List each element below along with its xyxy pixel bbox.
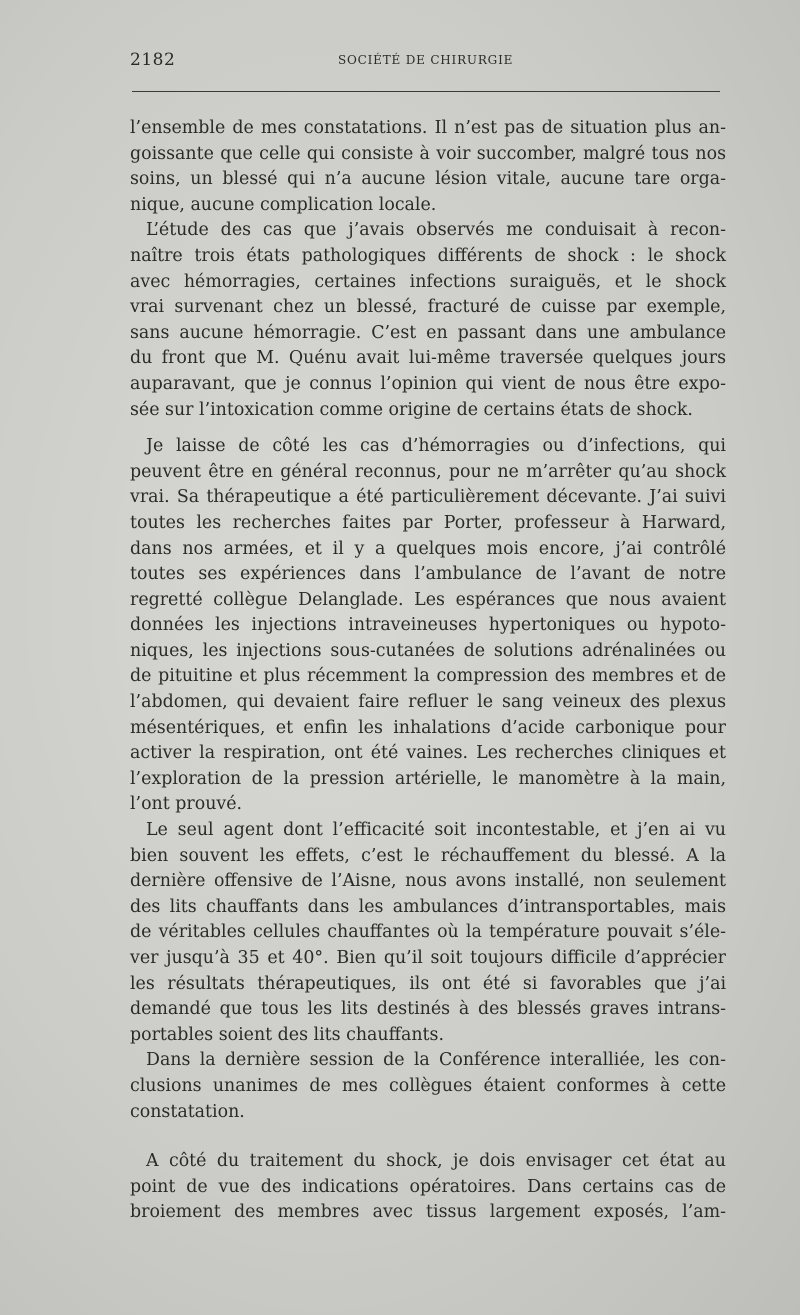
paragraph [130, 434, 726, 818]
page-number: 2182 [130, 50, 176, 70]
text-line: A côté du traitement du shock, je dois envisager cet état au [146, 1151, 726, 1172]
page-header [130, 50, 726, 80]
paragraph [130, 818, 726, 1048]
document-page [130, 50, 726, 1223]
text-line: l’ont prouvé. [130, 794, 243, 815]
text-line: peuvent être en général reconnus, pour ne m’arrêter qu’au shock [130, 461, 726, 482]
text-line: activer la respiration, ont été vaines. Les recherches cliniques et [130, 743, 726, 764]
text-line: nique, aucune complication locale. [130, 194, 437, 215]
text-line: goissante que celle qui consiste à voir succomber, malgré tous nos [130, 143, 726, 164]
text-line: vrai. Sa thérapeutique a été particulièrement décevante. J’ai suivi [130, 487, 726, 508]
text-line: du front que M. Quénu avait lui-même traversée quelques jours [130, 348, 726, 369]
text-line: avec hémorragies, certaines infections suraiguës, et le shock [130, 271, 726, 292]
text-line: mésentériques, et enfin les inhalations d’acide carbonique pour [130, 717, 726, 738]
text-line: bien souvent les effets, c’est le réchauffement du blessé. A la [130, 845, 726, 866]
text-line: de pituitine et plus récemment la compression des membres et de [130, 666, 726, 687]
text-line: Dans la dernière session de la Conférence interalliée, les con- [146, 1050, 726, 1071]
text-line: demandé que tous les lits destinés à des blessés graves intrans- [130, 999, 726, 1020]
header-rule [132, 91, 720, 92]
text-line: broiement des membres avec tissus largement exposés, l’am- [130, 1202, 726, 1223]
text-line: clusions unanimes de mes collègues étaient conformes à cette [130, 1075, 726, 1096]
text-line: naître trois états pathologiques différents de shock : le shock [130, 245, 726, 266]
text-line: regretté collègue Delanglade. Les espérances que nous avaient [130, 589, 726, 610]
text-line: L’étude des cas que j’avais observés me conduisait à recon- [146, 220, 726, 241]
text-line: dernière offensive de l’Aisne, nous avons installé, non seulement [130, 871, 726, 892]
text-line: Je laisse de côté les cas d’hémorragies ou d’infections, qui [146, 436, 726, 457]
text-line: l’ensemble de mes constatations. Il n’est pas de situation plus an- [130, 118, 726, 138]
paragraph [130, 116, 726, 218]
text-line: vrai survenant chez un blessé, fracturé de cuisse par exemple, [130, 297, 726, 318]
text-line: l’exploration de la pression artérielle, le manomètre à la main, [130, 768, 726, 789]
text-line: ver jusqu’à 35 et 40°. Bien qu’il soit toujours difficile d’apprécier [130, 948, 726, 968]
paragraph [130, 1048, 726, 1125]
paragraph-gap [130, 423, 726, 434]
running-head: SOCIÉTÉ DE CHIRURGIE [338, 53, 514, 67]
text-line: de véritables cellules chauffantes où la température pouvait s’éle- [130, 922, 726, 943]
text-line: dans nos armées, et il y a quelques mois encore, j’ai contrôlé [130, 538, 726, 559]
paragraph [130, 1149, 726, 1226]
text-line: des lits chauffants dans les ambulances d’intransportables, mais [130, 896, 726, 917]
text-line: auparavant, que je connus l’opinion qui vient de nous être expo- [130, 373, 726, 394]
text-line: portables soient des lits chauffants. [130, 1024, 444, 1045]
text-line: l’abdomen, qui devaient faire refluer le sang veineux des plexus [130, 692, 726, 713]
text-line: toutes ses expériences dans l’ambulance de l’avant de notre [130, 564, 726, 585]
text-line: toutes les recherches faites par Porter, professeur à Harward, [130, 512, 726, 533]
paragraph [130, 218, 726, 423]
text-line: données les injections intraveineuses hypertoniques ou hypoto- [130, 615, 726, 636]
text-line: Le seul agent dont l’efficacité soit incontestable, et j’en ai vu [146, 820, 726, 841]
text-line: les résultats thérapeutiques, ils ont été si favorables que j’ai [130, 973, 726, 994]
section-gap [130, 1125, 726, 1149]
body-text [130, 116, 726, 1226]
text-line: constatation. [130, 1101, 245, 1122]
text-line: point de vue des indications opératoires. Dans certains cas de [130, 1176, 726, 1197]
text-line: sée sur l’intoxication comme origine de certains états de shock. [130, 399, 693, 420]
text-line: soins, un blessé qui n’a aucune lésion vitale, aucune tare orga- [130, 169, 726, 190]
text-line: sans aucune hémorragie. C’est en passant dans une ambulance [130, 322, 726, 343]
text-line: niques, les injections sous-cutanées de solutions adrénalinées ou [130, 640, 726, 661]
